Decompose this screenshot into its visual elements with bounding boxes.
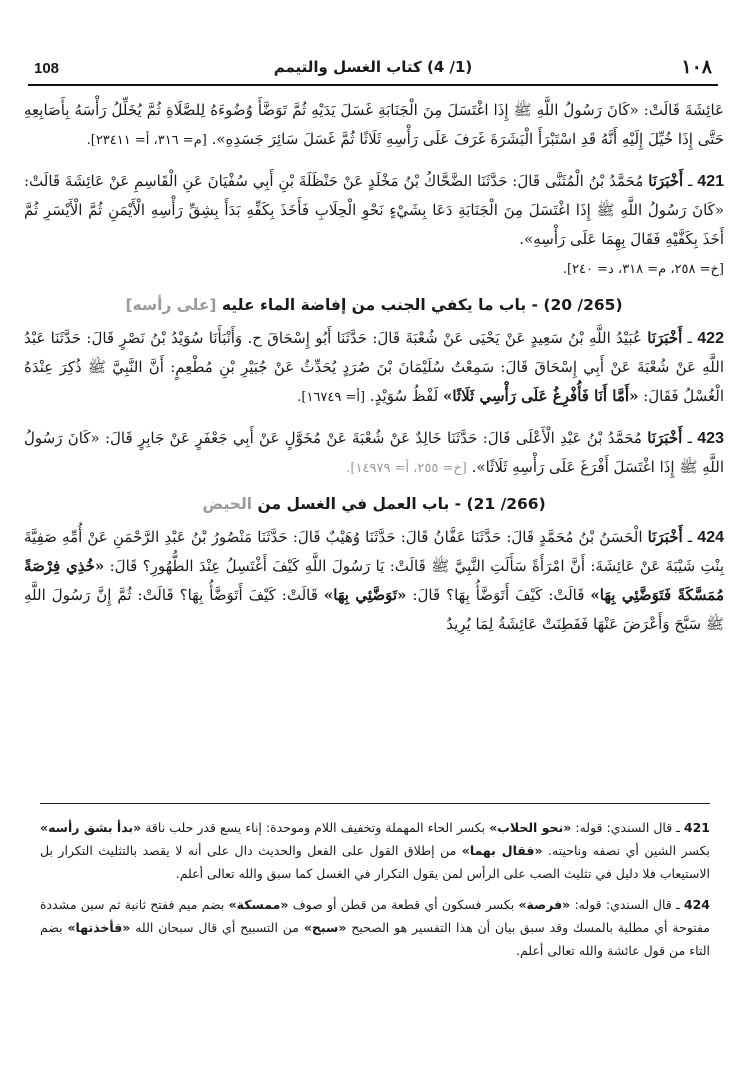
hadith-text: مُحَمَّدُ بْنُ عَبْدِ الْأَعْلَى قَالَ: حَدَّثَنَا خَالِدٌ عَنْ شُعْبَةَ عَنْ مُخَوَّلٍ عَنْ أَبِي جَعْفَرٍ عَنْ جَابِرٍ قَالَ: «كَانَ رَسُولُ اللَّهِ ﷺ إِذَا اغْتَسَلَ أَفْرَغَ عَلَى رَأْسِهِ ثَلَاثًا». — [24, 429, 724, 476]
akhbarana: أَخْبَرَنَا — [647, 429, 683, 447]
akhbarana: أَخْبَرَنَا — [647, 528, 683, 546]
footnote-lead: ـ قال السندي: قوله: — [575, 820, 680, 835]
page-number-latin: 108 — [34, 60, 60, 77]
footnote-number: 424 — [683, 897, 710, 912]
chapter-heading-21 — [24, 495, 724, 513]
hadith-text-mid: قَالَتْ: كَيْفَ أَتَوَضَّأُ بِهَا؟ قَالَ: — [412, 586, 585, 604]
hadith-reference: [أ= ١٦٧٤٩]. — [297, 390, 366, 405]
akhbarana: أَخْبَرَنَا — [647, 329, 683, 347]
akhbarana: أَخْبَرَنَا — [648, 172, 684, 190]
footnotes — [40, 816, 710, 970]
running-title: (1/ 4) كتاب الغسل والتيمم — [273, 58, 473, 76]
chapter-title: (265/ 20) - باب ما يكفي الجنب من إفاضة الماء عليه — [221, 296, 623, 314]
hadith-number: 421 — [697, 173, 724, 190]
footnote-divider — [40, 803, 710, 804]
footnote-lead: ـ قال السندي: قوله: — [574, 897, 680, 912]
hadith-423: 423 ـ أَخْبَرَنَا مُحَمَّدُ بْنُ عَبْدِ الْأَعْلَى قَالَ: حَدَّثَنَا خَالِدٌ عَنْ شُعْبَةَ عَنْ مُخَوَّلٍ عَنْ أَبِي جَعْفَرٍ عَنْ جَابِرٍ قَالَ: «كَانَ رَسُولُ اللَّهِ ﷺ إِذَا اغْتَسَلَ أَفْرَغَ عَلَى رَأْسِهِ ثَلَاثًا». [خ= ٢٥٥، أ= ١٤٩٧٩]. — [24, 429, 724, 476]
hadith-text: عَائِشَةَ قَالَتْ: «كَانَ رَسُولُ اللَّهِ ﷺ إِذَا اغْتَسَلَ مِنَ الْجَنَابَةِ غَسَلَ يَدَيْهِ ثُمَّ تَوَضَّأَ وُضُوءَهُ لِلصَّلَاةِ ثُمَّ يُخَلِّلُ رَأْسَهُ بِأَصَابِعِهِ حَتَّى إِذَا خُيِّلَ إِلَيْهِ أَنَّهُ قَدِ اسْتَبْرَأَ الْبَشَرَةَ غَرَفَ عَلَى رَأْسِهِ ثَلَاثًا ثُمَّ غَسَلَ سَائِرَ جَسَدِهِ». — [24, 101, 724, 148]
chapter-title-faded: الحيض — [202, 495, 253, 513]
chapter-heading-20 — [24, 296, 724, 314]
footnote-text: بضم التاء من قول عائشة والله تعالى أعلم. — [40, 920, 710, 958]
hadith-number: 423 — [697, 430, 724, 447]
hadith-422: 422 ـ أَخْبَرَنَا عُبَيْدُ اللَّهِ بْنُ سَعِيدٍ عَنْ يَحْيَى عَنْ شُعْبَةَ قَالَ: حَدَّثَنَا أَبُو إِسْحَاقَ ح. وَأَنْبَأَنَا سُوَيْدُ بْنُ نَصْرٍ قَالَ: حَدَّثَنَا عَبْدُ اللَّهِ عَنْ شُعْبَةَ عَنْ أَبِي إِسْحَاقَ قَالَ: سَمِعْتُ سُلَيْمَانَ بْنَ صُرَدٍ يُحَدِّثُ عَنْ جُبَيْرِ بْنِ مُطْعِمٍ: أَنَّ النَّبِيَّ ﷺ ذُكِرَ عِنْدَهُ الْغُسْلُ فَقَالَ: «أَمَّا أَنَا فَأُفْرِغُ عَلَى رَأْسِي ثَلَاثًا» لَفْظُ سُوَيْدٍ. [أ= ١٦٧٤٩]. — [24, 329, 724, 405]
hadith-421: 421 ـ أَخْبَرَنَا مُحَمَّدُ بْنُ الْمُثَنَّى قَالَ: حَدَّثَنَا الضَّحَّاكُ بْنُ مَخْلَدٍ عَنْ حَنْظَلَةَ بْنِ أَبِي سُفْيَانَ عَنِ الْقَاسِمِ عَنْ عَائِشَةَ قَالَتْ: «كَانَ رَسُولُ اللَّهِ ﷺ إِذَا اغْتَسَلَ مِنَ الْجَنَابَةِ دَعَا بِشَيْءٍ نَحْوِ الْحِلَابِ فَأَخَذَ بِكَفِّهِ بَدَأَ بِشِقِّ رَأْسِهِ الْأَيْمَنِ ثُمَّ الْأَيْسَرِ ثُمَّ أَخَذَ بِكَفَّيْهِ فَقَالَ بِهِمَا عَلَى رَأْسِهِ». [خ= ٢٥٨، م= ٣١٨، د= ٢٤٠]. — [24, 172, 724, 277]
hadith-text: الْحَسَنُ بْنُ مُحَمَّدٍ قَالَ: حَدَّثَنَا عَفَّانُ قَالَ: حَدَّثَنَا وُهَيْبٌ قَالَ: حَدَّثَنَا مَنْصُورُ بْنُ عَبْدِ الرَّحْمَنِ عَنْ أُمِّهِ صَفِيَّةَ بِنْتِ شَيْبَةَ عَنْ عَائِشَةَ: أَنَّ امْرَأَةً سَأَلَتِ النَّبِيَّ ﷺ قَالَتْ: يَا رَسُولَ اللَّهِ كَيْفَ أَغْتَسِلُ عِنْدَ الطُّهُورِ؟ قَالَ: — [24, 528, 724, 575]
footnote-term: «بدأ بشق رأسه» — [40, 820, 142, 835]
footnote-text: من التسبيح أي قال سبحان الله — [135, 920, 299, 935]
main-text — [24, 96, 724, 651]
hadith-text: مُحَمَّدُ بْنُ الْمُثَنَّى قَالَ: حَدَّثَنَا الضَّحَّاكُ بْنُ مَخْلَدٍ عَنْ حَنْظَلَةَ بْنِ أَبِي سُفْيَانَ عَنِ الْقَاسِمِ عَنْ عَائِشَةَ قَالَتْ: «كَانَ رَسُولُ اللَّهِ ﷺ إِذَا اغْتَسَلَ مِنَ الْجَنَابَةِ دَعَا بِشَيْءٍ نَحْوِ الْحِلَابِ فَأَخَذَ بِكَفِّهِ بَدَأَ بِشِقِّ رَأْسِهِ الْأَيْمَنِ ثُمَّ الْأَيْسَرِ ثُمَّ أَخَذَ بِكَفَّيْهِ فَقَالَ بِهِمَا عَلَى رَأْسِهِ». — [24, 172, 724, 248]
footnote-term: «نحو الحلاب» — [489, 820, 572, 835]
footnote-421 — [40, 816, 710, 885]
footnote-term: «فأخذتها» — [67, 920, 131, 935]
footnote-text: بكسر الشين أي نصفه وناحيته. — [548, 843, 710, 858]
hadith-number: 422 — [697, 330, 724, 347]
hadith-text: عُبَيْدُ اللَّهِ بْنُ سَعِيدٍ عَنْ يَحْيَى عَنْ شُعْبَةَ قَالَ: حَدَّثَنَا أَبُو إِسْحَاقَ ح. وَأَنْبَأَنَا سُوَيْدُ بْنُ نَصْرٍ قَالَ: حَدَّثَنَا عَبْدُ اللَّهِ عَنْ شُعْبَةَ عَنْ أَبِي إِسْحَاقَ قَالَ: سَمِعْتُ سُلَيْمَانَ بْنَ صُرَدٍ يُحَدِّثُ عَنْ جُبَيْرِ بْنِ مُطْعِمٍ: أَنَّ النَّبِيَّ ﷺ ذُكِرَ عِنْدَهُ الْغُسْلُ فَقَالَ: — [24, 329, 724, 405]
footnote-text: بكسر الحاء المهملة وتخفيف اللام وموحدة: إناء يسع قدر حلب ناقة — [145, 820, 486, 835]
prophet-quote: «خُذِي فِرْصَةً مُمَسَّكَةً فَتَوَضَّئِي بِهَا» — [24, 557, 724, 604]
hadith-text-end: قَالَتْ: كَيْفَ أَتَوَضَّأُ بِهَا؟ قَالَتْ: ثُمَّ إِنَّ رَسُولَ اللَّهِ ﷺ سَبَّحَ وَأَعْرَضَ عَنْهَا فَفَطِنَتْ عَائِشَةُ لِمَا يُرِيدُ — [24, 586, 724, 633]
hadith-tail: لَفْظُ سُوَيْدٍ. — [369, 387, 439, 405]
prophet-quote: «أَمَّا أَنَا فَأُفْرِغُ عَلَى رَأْسِي ثَلَاثًا» — [442, 387, 639, 405]
chapter-title-faded: [على رأسه] — [125, 296, 217, 314]
footnote-number: 421 — [683, 820, 710, 835]
hadith-reference: [م= ٣١٦، أ= ٢٣٤١١]. — [86, 133, 207, 148]
chapter-title: (266/ 21) - باب العمل في الغسل من — [257, 495, 546, 513]
hadith-reference: [خ= ٢٥٥، أ= ١٤٩٧٩]. — [346, 461, 467, 476]
footnote-text: من إطلاق القول على الفعل والحديث دال على أنه لا يقصد بالتثليث التكرار بل الاستيعاب فلا دليل في تثليث الصب على الرأس لمن يقول التكرار في الغسل كما سبق والله تعالى أعلم. — [40, 843, 710, 881]
page-header — [28, 52, 718, 86]
hadith-continuation — [24, 96, 724, 155]
footnote-text: بكسر فسكون أي قطعة من قطن أو صوف — [292, 897, 515, 912]
footnote-424 — [40, 893, 710, 962]
hadith-number: 424 — [697, 529, 724, 546]
hadith-424: 424 ـ أَخْبَرَنَا الْحَسَنُ بْنُ مُحَمَّدٍ قَالَ: حَدَّثَنَا عَفَّانُ قَالَ: حَدَّثَنَا وُهَيْبٌ قَالَ: حَدَّثَنَا مَنْصُورُ بْنُ عَبْدِ الرَّحْمَنِ عَنْ أُمِّهِ صَفِيَّةَ بِنْتِ شَيْبَةَ عَنْ عَائِشَةَ: أَنَّ امْرَأَةً سَأَلَتِ النَّبِيَّ ﷺ قَالَتْ: يَا رَسُولَ اللَّهِ كَيْفَ أَغْتَسِلُ عِنْدَ الطُّهُورِ؟ قَالَ: «خُذِي فِرْصَةً مُمَسَّكَةً فَتَوَضَّئِي بِهَا» قَالَتْ: كَيْفَ أَتَوَضَّأُ بِهَا؟ قَالَ: «تَوَضَّئِي بِهَا» قَالَتْ: كَيْفَ أَتَوَضَّأُ بِهَا؟ قَالَتْ: ثُمَّ إِنَّ رَسُولَ اللَّهِ ﷺ سَبَّحَ وَأَعْرَضَ عَنْهَا فَفَطِنَتْ عَائِشَةُ لِمَا يُرِيدُ — [24, 528, 724, 633]
footnote-term: «فقال بهما» — [461, 843, 543, 858]
footnote-text: بضم ميم ففتح ثانية ثم سين مشددة مفتوحة أي مطلية بالمسك وقد سبق بيان أن هذا التفسير هو الصحيح — [40, 897, 710, 935]
prophet-quote: «تَوَضَّئِي بِهَا» — [323, 586, 407, 604]
footnote-term: «سبح» — [303, 920, 347, 935]
footnote-term: «ممسكة» — [228, 897, 289, 912]
footnote-term: «فرصة» — [518, 897, 571, 912]
page-number-arabic: ١٠٨ — [681, 56, 712, 78]
hadith-reference: [خ= ٢٥٨، م= ٣١٨، د= ٢٤٠]. — [562, 262, 724, 277]
